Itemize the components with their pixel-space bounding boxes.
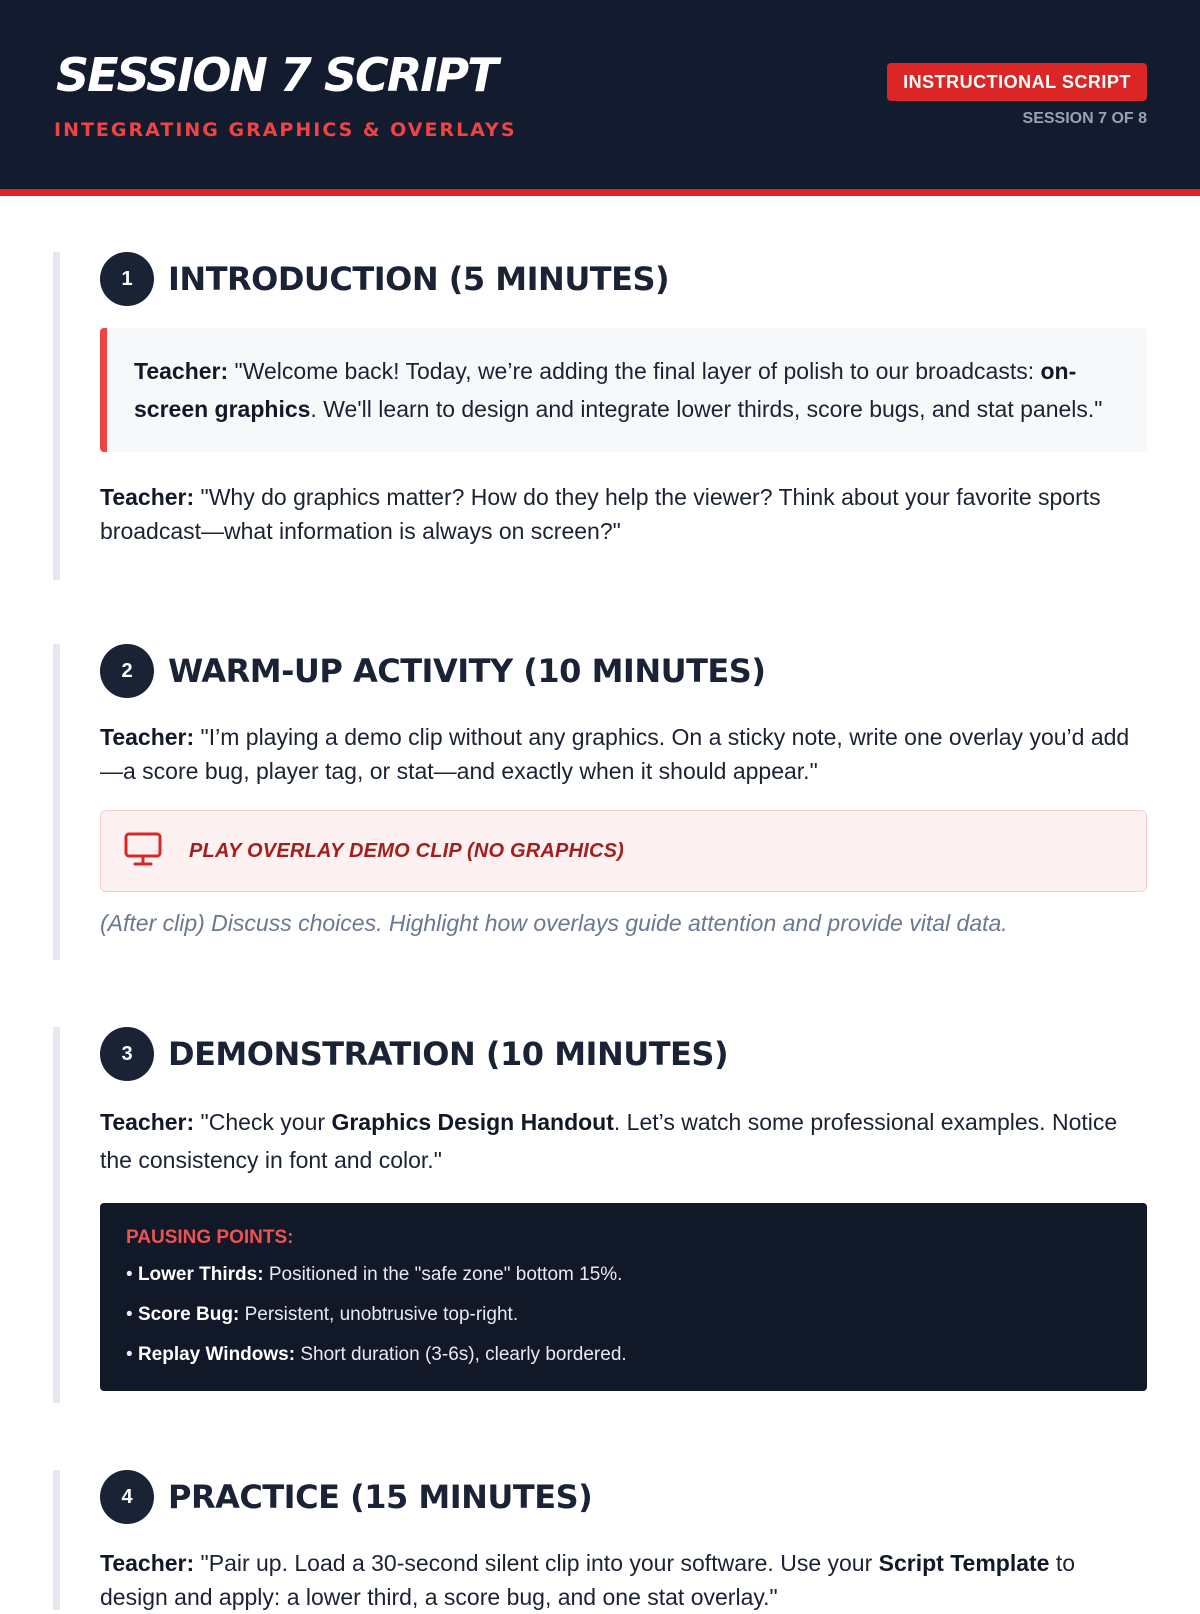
section-heading xyxy=(100,1470,1147,1524)
section-number-badge: 4 xyxy=(100,1470,154,1524)
section-number-badge: 2 xyxy=(100,644,154,698)
monitor-icon xyxy=(123,829,163,874)
session-count: SESSION 7 OF 8 xyxy=(1022,110,1147,127)
clip-cue-label: PLAY OVERLAY DEMO CLIP (NO GRAPHICS) xyxy=(189,839,625,862)
pausing-point: • Lower Thirds: Positioned in the "safe zone" bottom 15%. xyxy=(126,1264,623,1285)
prompt-text: "I’m playing a demo clip without any graphics. On a sticky note, write one overlay you’d add—a score bug, player tag, or stat—and exactly when it should appear." xyxy=(100,724,1130,784)
pausing-point-label: Replay Windows: xyxy=(137,1344,296,1365)
pausing-point: • Score Bug: Persistent, unobtrusive top-right. xyxy=(126,1304,519,1325)
prompt-text-end: to design and apply: a lower third, a score bug, and one stat overlay." xyxy=(100,1550,1076,1610)
script-type-badge: INSTRUCTIONAL SCRIPT xyxy=(887,63,1147,101)
page-title: SESSION 7 SCRIPT xyxy=(56,48,497,102)
pausing-points-box xyxy=(100,1203,1147,1391)
speaker-label: Teacher: xyxy=(100,724,195,750)
teacher-prompt xyxy=(100,480,1147,548)
page-subtitle: INTEGRATING GRAPHICS & OVERLAYS xyxy=(54,119,517,141)
facilitator-note: (After clip) Discuss choices. Highlight how overlays guide attention and provide vital data. xyxy=(100,910,1008,936)
header xyxy=(0,0,1200,196)
section-practice xyxy=(53,1470,1147,1610)
pausing-point-text: Persistent, unobtrusive top-right. xyxy=(239,1304,519,1325)
handout-name: Graphics Design Handout xyxy=(331,1109,614,1135)
section-number-badge: 3 xyxy=(100,1027,154,1081)
teacher-prompt xyxy=(100,720,1147,788)
play-demo-clip-cue[interactable] xyxy=(100,810,1147,892)
section-title: DEMONSTRATION (10 MINUTES) xyxy=(168,1035,729,1073)
pausing-point-label: Score Bug: xyxy=(137,1304,240,1325)
pausing-points-title: PAUSING POINTS: xyxy=(126,1227,294,1248)
teacher-prompt xyxy=(100,1546,1147,1614)
section-heading xyxy=(100,1027,1147,1081)
section-introduction xyxy=(53,252,1147,580)
prompt-text: "Pair up. Load a 30-second silent clip into your software. Use your xyxy=(194,1550,879,1576)
prompt-text: "Why do graphics matter? How do they help the viewer? Think about your favorite sports broadcast—what information is always on screen?" xyxy=(100,484,1101,544)
teacher-prompt xyxy=(100,1103,1147,1179)
pausing-point-text: Positioned in the "safe zone" bottom 15%. xyxy=(263,1264,623,1285)
section-heading xyxy=(100,252,1147,306)
section-title: WARM-UP ACTIVITY (10 MINUTES) xyxy=(168,652,766,690)
section-heading xyxy=(100,644,1147,698)
template-name: Script Template xyxy=(878,1550,1050,1576)
speaker-label: Teacher: xyxy=(100,1109,195,1135)
pausing-point-text: Short duration (3-6s), clearly bordered. xyxy=(295,1344,627,1365)
pausing-point: • Replay Windows: Short duration (3-6s), clearly bordered. xyxy=(126,1344,627,1365)
prompt-text-end: . Let’s watch some professional examples. Notice the consistency in font and color." xyxy=(100,1109,1118,1173)
section-demonstration xyxy=(53,1027,1147,1403)
section-title: PRACTICE (15 MINUTES) xyxy=(168,1478,593,1516)
pausing-point-label: Lower Thirds: xyxy=(137,1264,264,1285)
speaker-label: Teacher: xyxy=(100,1550,195,1576)
quote-text: "Welcome back! Today, we’re adding the final layer of polish to our broadcasts: xyxy=(228,358,1041,384)
quote-text-end: . We'll learn to design and integrate lower thirds, score bugs, and stat panels." xyxy=(310,396,1103,422)
section-title: INTRODUCTION (5 MINUTES) xyxy=(168,260,670,298)
prompt-text: "Check your xyxy=(194,1109,332,1135)
section-number-badge: 1 xyxy=(100,252,154,306)
section-warm-up xyxy=(53,644,1147,960)
teacher-quote-box xyxy=(100,328,1147,452)
speaker-label: Teacher: xyxy=(134,358,229,384)
quote-emphasis: on-screen graphics xyxy=(134,358,1077,422)
speaker-label: Teacher: xyxy=(100,484,195,510)
